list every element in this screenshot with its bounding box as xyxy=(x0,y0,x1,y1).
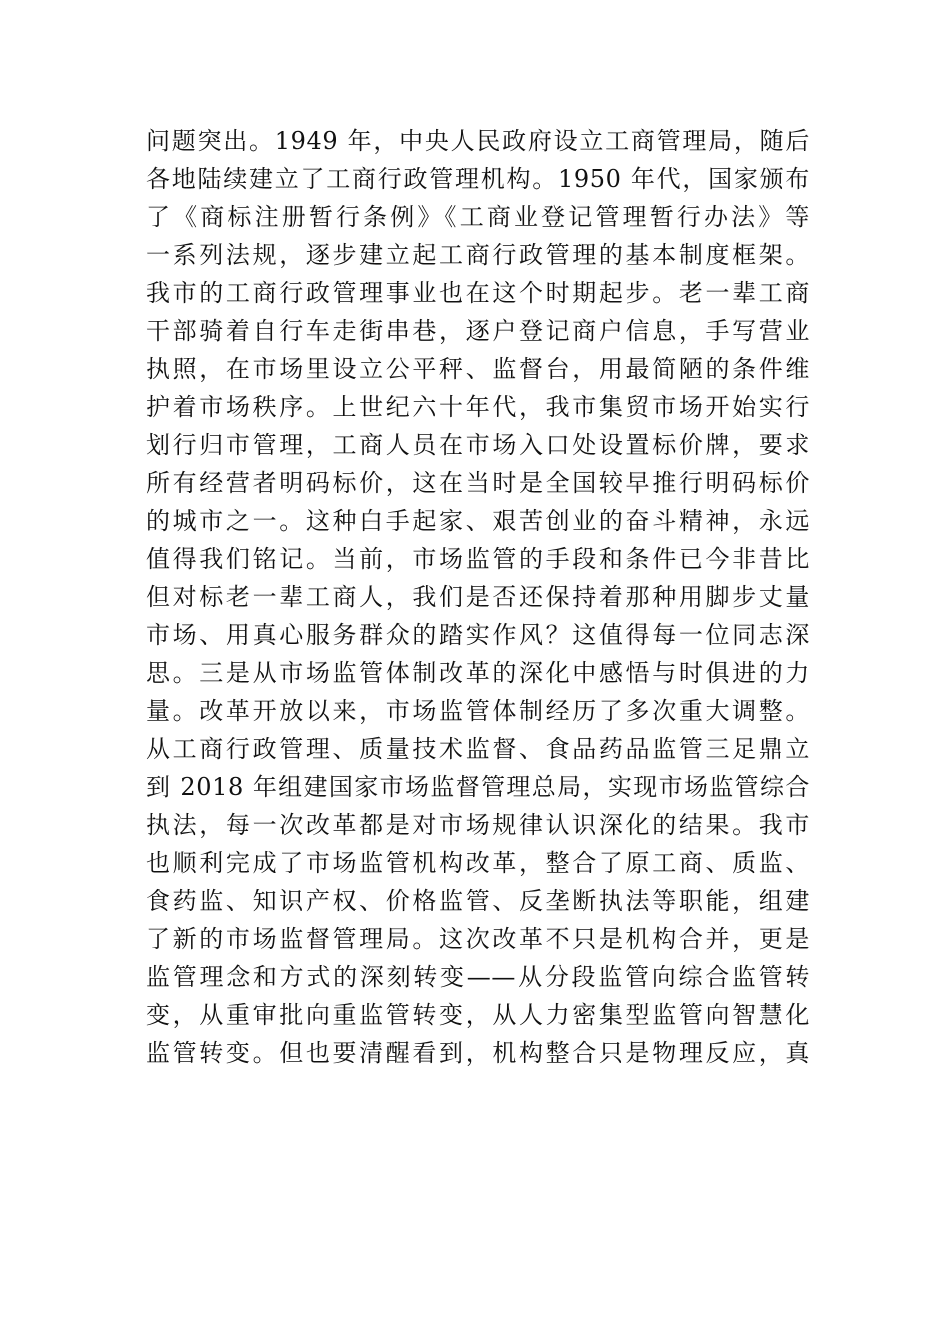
text-line: 监管理念和方式的深刻转变——从分段监管向综合监管转 xyxy=(146,963,810,991)
text-line: 也顺利完成了市场监管机构改革，整合了原工商、质监、 xyxy=(146,849,810,877)
text-line: 干部骑着自行车走街串巷，逐户登记商户信息，手写营业 xyxy=(146,317,810,345)
text-line: 了《商标注册暂行条例》《工商业登记管理暂行办法》等 xyxy=(146,203,810,231)
text-line: 划行归市管理，工商人员在市场入口处设置标价牌，要求 xyxy=(146,431,810,459)
text-line: 食药监、知识产权、价格监管、反垄断执法等职能，组建 xyxy=(146,887,810,915)
text-line: 执照，在市场里设立公平秤、监督台，用最简陋的条件维 xyxy=(146,355,810,383)
text-line: 思。三是从市场监管体制改革的深化中感悟与时俱进的力 xyxy=(146,659,810,687)
text-line: 监管转变。但也要清醒看到，机构整合只是物理反应，真 xyxy=(146,1039,810,1067)
text-line: 市场、用真心服务群众的踏实作风？这值得每一位同志深 xyxy=(146,621,810,649)
text-line: 但对标老一辈工商人，我们是否还保持着那种用脚步丈量 xyxy=(146,583,810,611)
text-line: 我市的工商行政管理事业也在这个时期起步。老一辈工商 xyxy=(146,279,810,307)
text-line: 的城市之一。这种白手起家、艰苦创业的奋斗精神，永远 xyxy=(146,507,810,535)
text-line: 各地陆续建立了工商行政管理机构。1950 年代，国家颁布 xyxy=(146,165,810,193)
text-line: 值得我们铭记。当前，市场监管的手段和条件已今非昔比 xyxy=(146,545,810,573)
text-line: 量。改革开放以来，市场监管体制经历了多次重大调整。 xyxy=(146,697,810,725)
body-text xyxy=(146,122,810,1072)
text-line: 变，从重审批向重监管转变，从人力密集型监管向智慧化 xyxy=(146,1001,810,1029)
text-line: 问题突出。1949 年，中央人民政府设立工商管理局，随后 xyxy=(146,127,810,155)
text-line: 一系列法规，逐步建立起工商行政管理的基本制度框架。 xyxy=(146,241,810,269)
text-line: 到 2018 年组建国家市场监督管理总局，实现市场监管综合 xyxy=(146,773,810,801)
text-line: 执法，每一次改革都是对市场规律认识深化的结果。我市 xyxy=(146,811,810,839)
text-line: 从工商行政管理、质量技术监督、食品药品监管三足鼎立 xyxy=(146,735,810,763)
text-line: 所有经营者明码标价，这在当时是全国较早推行明码标价 xyxy=(146,469,810,497)
text-line: 了新的市场监督管理局。这次改革不只是机构合并，更是 xyxy=(146,925,810,953)
text-line: 护着市场秩序。上世纪六十年代，我市集贸市场开始实行 xyxy=(146,393,810,421)
